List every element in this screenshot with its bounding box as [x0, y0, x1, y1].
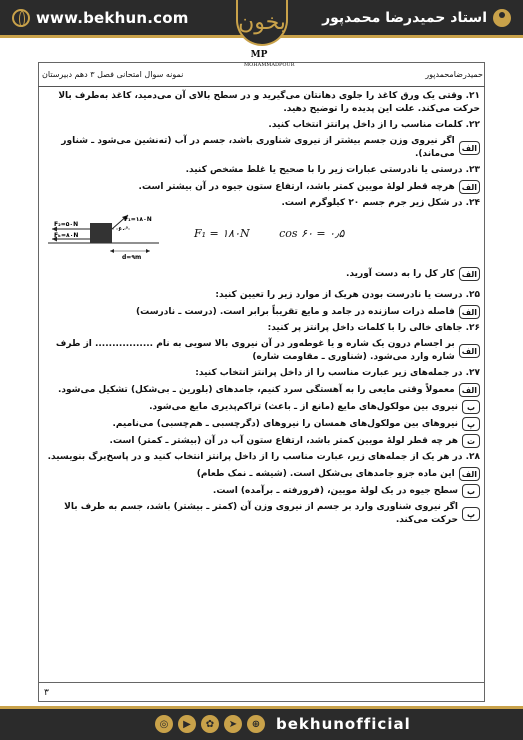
- option-tag: الف: [459, 383, 480, 397]
- question-27-item-d: [44, 434, 480, 448]
- question-21: ۲۱. وقتی یک ورق کاغذ را جلوی دهانتان می‌گیرید و در سطح بالای آن می‌دمید، کاغذ به‌طرف بالا حرکت می‌کند. علت این پدیده را توضیح دهید.: [58, 91, 480, 114]
- mp-logo-sub: MOHAMMADPOUR: [244, 62, 295, 68]
- brand-logo-text: بخون: [238, 9, 286, 35]
- item-text: بر اجسام درون یک شاره و یا غوطه‌ور در آن نیروی بالا سویی به نام ................. از طرف شاره وارد می‌شود. (شناوری ـ مقاومت شاره): [55, 339, 455, 362]
- option-tag: پ: [462, 417, 480, 431]
- eq-force: F₁ = ۱۸۰N: [194, 227, 250, 240]
- web-icon[interactable]: ⊕: [247, 715, 265, 733]
- option-tag: الف: [459, 344, 480, 358]
- question-23-item-a: [44, 180, 480, 194]
- globe-icon: [12, 9, 30, 27]
- youtube-icon[interactable]: ▶: [178, 715, 196, 733]
- question-27: ۲۷. در جمله‌های زیر عبارت مناسب را از داخل پرانتز انتخاب کنید:: [195, 368, 480, 378]
- option-tag: پ: [462, 507, 480, 521]
- distance-label: d=۹m: [122, 254, 142, 261]
- item-text: نیروهای بین مولکول‌های همسان را نیروهای (دگرچسبی ـ هم‌چسبی) می‌نامیم.: [112, 418, 458, 429]
- question-28-item-b: [44, 484, 480, 498]
- teacher-name: [322, 9, 511, 27]
- question-22-item-a: [44, 135, 480, 161]
- item-text: این ماده جزو جامدهای بی‌شکل است. (شیشه ـ نمک طعام): [196, 468, 455, 479]
- question-22: ۲۲. کلمات مناسب را از داخل پرانتز انتخاب کنید.: [268, 120, 480, 130]
- bottom-banner: [0, 706, 523, 740]
- site-url[interactable]: www.bekhun.com: [36, 9, 189, 27]
- question-25-item-a: [44, 305, 480, 319]
- option-tag: الف: [459, 467, 480, 481]
- page-number: ۳: [44, 688, 49, 698]
- f1-label: F₁=۱۸۰N: [124, 216, 152, 223]
- question-24: ۲۴. در شکل زیر جرم جسم ۲۰ کیلوگرم است.: [281, 198, 480, 208]
- question-28-item-c: [44, 501, 480, 527]
- f2-label: F₂=۵۰N: [54, 221, 79, 228]
- teacher-label: استاد حمیدرضا محمدپور: [322, 10, 487, 26]
- header-divider: [38, 86, 485, 87]
- option-tag: الف: [459, 141, 480, 155]
- force-diagram: [44, 213, 480, 261]
- question-28-item-a: [44, 467, 480, 481]
- question-26: ۲۶. جاهای خالی را با کلمات داخل پرانتز پر کنید:: [267, 323, 480, 333]
- item-text: نیروی بین مولکول‌های مایع (مانع از ـ باعث) تراکم‌پذیری مایع می‌شود.: [149, 401, 458, 412]
- option-tag: الف: [459, 267, 480, 281]
- person-icon: [493, 9, 511, 27]
- angle-label: ۶۰°: [118, 226, 129, 233]
- header-author: حمیدرضامحمدپور: [425, 70, 483, 79]
- questions: [44, 90, 480, 530]
- mp-logo: [244, 48, 295, 76]
- option-tag: ب: [462, 400, 480, 414]
- header-title: نمونه سوال امتحانی فصل ۳ دهم دبیرستان: [42, 70, 184, 79]
- fk-label: Fₖ=۸۰N: [54, 232, 79, 239]
- aparat-icon[interactable]: ✿: [201, 715, 219, 733]
- question-23: ۲۳. درستی یا نادرستی عبارات زیر را با صحیح یا غلط مشخص کنید.: [185, 165, 480, 175]
- item-text: کار کل را به دست آورید.: [346, 268, 455, 279]
- social-links: [155, 715, 411, 733]
- option-tag: ت: [462, 434, 480, 448]
- telegram-icon[interactable]: ➤: [224, 715, 242, 733]
- item-text: هرچه قطر لولهٔ مویین کمتر باشد، ارتفاع ستون جیوه در آن بیشتر است.: [138, 181, 455, 192]
- option-tag: الف: [459, 305, 480, 319]
- footer-divider: [38, 682, 485, 683]
- brand-logo[interactable]: [236, 0, 288, 46]
- question-25: ۲۵. درست یا نادرست بودن هریک از موارد زیر را تعیین کنید:: [215, 290, 480, 300]
- item-text: معمولاً وقتی مایعی را به آهستگی سرد کنیم، جامدهای (بلورین ـ بی‌شکل) تشکیل می‌شود.: [57, 384, 455, 395]
- question-24-item-a: [44, 267, 480, 281]
- given-values: [194, 227, 370, 240]
- instagram-icon[interactable]: ◎: [155, 715, 173, 733]
- question-27-item-a: [44, 383, 480, 397]
- social-handle[interactable]: bekhunofficial: [276, 715, 411, 733]
- option-tag: الف: [459, 180, 480, 194]
- item-text: هر چه قطر لولهٔ مویین کمتر باشد، ارتفاع ستون آب در آن (بیشتر ـ کمتر) است.: [109, 435, 458, 446]
- question-27-item-b: [44, 400, 480, 414]
- option-tag: ب: [462, 484, 480, 498]
- question-27-item-c: [44, 417, 480, 431]
- mp-logo-text: MP: [250, 50, 268, 60]
- site-link[interactable]: [12, 9, 189, 27]
- eq-cos: cos ۶۰ = ۰٫۵: [279, 227, 345, 240]
- item-text: فاصله ذرات سازنده در جامد و مایع تقریباً برابر است. (درست ـ نادرست): [136, 306, 455, 317]
- item-text: اگر نیروی شناوری وارد بر جسم از نیروی وزن آن (کمتر ـ بیشتر) باشد، جسم به طرف بالا حرکت می‌کند.: [64, 502, 458, 525]
- question-28: ۲۸. در هر یک از جمله‌های زیر، عبارت مناسب را از داخل پرانتز انتخاب کنید و در پاسخ‌برگ بنویسید.: [47, 452, 480, 462]
- question-26-item-a: [44, 338, 480, 364]
- item-text: اگر نیروی وزن جسم بیشتر از نیروی شناوری باشد، جسم در آب (ته‌نشین می‌شود ـ شناور می‌ماند).: [61, 136, 455, 159]
- block-shape: [90, 223, 112, 243]
- item-text: سطح جیوه در یک لولهٔ مویین، (فرورفته ـ برآمده) است.: [212, 485, 458, 496]
